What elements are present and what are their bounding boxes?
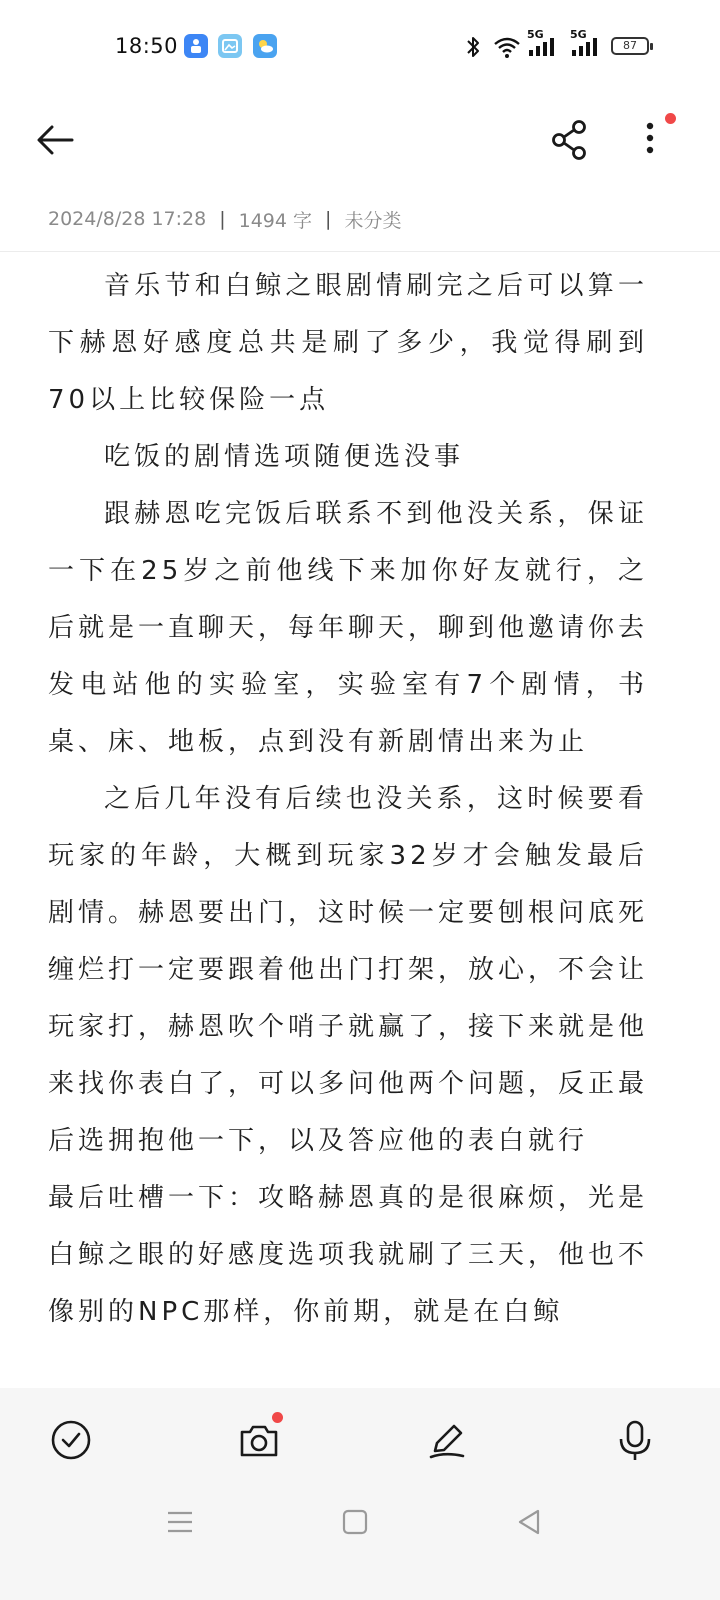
bottom-toolbar bbox=[0, 1388, 720, 1600]
notification-dot bbox=[665, 113, 676, 124]
note-meta bbox=[48, 204, 401, 234]
note-paragraph[interactable]: 之后几年没有后续也没关系，这时候要看玩家的年龄，大概到玩家32岁才会触发最后剧情。赫恩要出门，这时候一定要刨根问底死缠烂打一定要跟着他出门打架，放心，不会让玩家打，赫恩吹个哨子就赢了，接下来就是他来找你表白了，可以多问他两个问题，反正最后选拥抱他一下，以及答应他的表白就行 bbox=[48, 784, 648, 1156]
meta-separator: | bbox=[219, 208, 226, 230]
divider bbox=[0, 251, 720, 252]
back-triangle-icon bbox=[514, 1507, 544, 1537]
handwriting-button[interactable] bbox=[417, 1410, 477, 1470]
voice-input-button[interactable] bbox=[605, 1410, 665, 1470]
arrow-left-icon bbox=[32, 116, 80, 164]
signal-2-label: 5G bbox=[570, 28, 587, 41]
weather-icon bbox=[253, 34, 277, 58]
back-button[interactable] bbox=[32, 116, 80, 164]
battery-level: 87 bbox=[623, 39, 637, 52]
note-datetime: 2024/8/28 17:28 bbox=[48, 208, 207, 230]
nav-back-button[interactable] bbox=[505, 1498, 553, 1546]
note-paragraph[interactable]: 最后吐槽一下：攻略赫恩真的是很麻烦，光是白鲸之眼的好感度选项我就刷了三天，他也不像别的NPC那样，你前期，就是在白鲸 bbox=[48, 1183, 648, 1327]
signal-1-label: 5G bbox=[527, 28, 544, 41]
note-paragraph[interactable]: 音乐节和白鲸之眼剧情刷完之后可以算一下赫恩好感度总共是刷了多少，我觉得刷到70以上比较保险一点 bbox=[48, 271, 648, 415]
camera-icon bbox=[237, 1418, 281, 1462]
camera-badge-dot bbox=[272, 1412, 283, 1423]
meta-separator: | bbox=[325, 208, 332, 230]
note-body[interactable] bbox=[48, 258, 648, 1388]
note-paragraph[interactable]: 吃饭的剧情选项随便选没事 bbox=[104, 442, 465, 472]
checklist-icon bbox=[49, 1418, 93, 1462]
camera-button[interactable] bbox=[229, 1410, 289, 1470]
menu-icon bbox=[165, 1507, 195, 1537]
health-icon bbox=[184, 34, 208, 58]
status-time: 18:50 bbox=[115, 34, 179, 58]
share-icon bbox=[546, 116, 594, 164]
battery-icon bbox=[611, 37, 649, 55]
share-button[interactable] bbox=[546, 116, 594, 164]
note-word-count: 1494 字 bbox=[238, 209, 313, 232]
image-icon bbox=[218, 34, 242, 58]
note-category[interactable]: 未分类 bbox=[344, 209, 402, 232]
status-bar bbox=[0, 0, 720, 96]
checklist-button[interactable] bbox=[41, 1410, 101, 1470]
bluetooth-icon bbox=[466, 34, 480, 60]
nav-menu-button[interactable] bbox=[156, 1498, 204, 1546]
more-options-button[interactable] bbox=[628, 112, 676, 164]
home-icon bbox=[340, 1507, 370, 1537]
note-paragraph[interactable]: 跟赫恩吃完饭后联系不到他没关系，保证一下在25岁之前他线下来加你好友就行，之后就是一直聊天，每年聊天，聊到他邀请你去发电站他的实验室，实验室有7个剧情，书桌、床、地板，点到没有新剧情出来为止 bbox=[48, 499, 648, 757]
nav-home-button[interactable] bbox=[331, 1498, 379, 1546]
signal-icon bbox=[527, 28, 561, 60]
signal-icon-2 bbox=[570, 28, 604, 60]
wifi-icon bbox=[492, 34, 522, 60]
pen-icon bbox=[425, 1418, 469, 1462]
microphone-icon bbox=[613, 1418, 657, 1462]
